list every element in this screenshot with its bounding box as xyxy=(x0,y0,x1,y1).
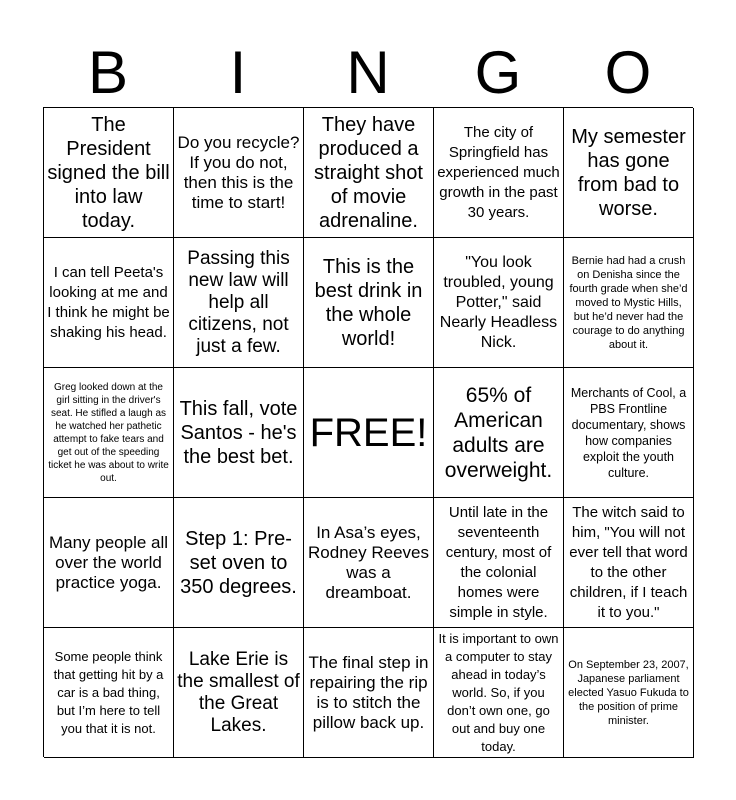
free-space: FREE! xyxy=(309,410,428,455)
cell-text: Lake Erie is the smallest of the Great Lakes. xyxy=(177,648,300,736)
cell-text: Step 1: Pre-set oven to 350 degrees. xyxy=(180,527,297,598)
bingo-cell-r4c3 xyxy=(304,498,434,628)
bingo-cell-r4c4 xyxy=(434,498,564,628)
bingo-cell-r3c4 xyxy=(434,368,564,498)
cell-text: Many people all over the world practice yoga. xyxy=(48,532,169,592)
bingo-cell-r2c3 xyxy=(304,238,434,368)
header-letter-n: N xyxy=(346,39,390,106)
cell-text: My semester has gone from bad to worse. xyxy=(571,125,686,220)
bingo-cell-r4c1 xyxy=(44,498,174,628)
bingo-cell-r1c5 xyxy=(564,108,694,238)
cell-text: On September 23, 2007, Japanese parliament elected Yasuo Fukuda to the position of prime minister. xyxy=(568,658,689,727)
bingo-cell-r5c2 xyxy=(174,628,304,758)
header-letter-b: B xyxy=(87,39,129,106)
bingo-cell-r3c5 xyxy=(564,368,694,498)
cell-text: The final step in repairing the rip is to stitch the pillow back up. xyxy=(308,652,429,732)
cell-text: Passing this new law will help all citizens, not just a few. xyxy=(187,247,290,357)
bingo-cell-r1c3 xyxy=(304,108,434,238)
bingo-cell-r1c1 xyxy=(44,108,174,238)
cell-text: This fall, vote Santos - he's the best bet. xyxy=(179,397,298,468)
cell-text: The President signed the bill into law today. xyxy=(47,113,170,232)
cell-text: Some people think that getting hit by a car is a bad thing, but I’m here to tell you that it is not. xyxy=(53,648,164,736)
cell-text: Greg looked down at the girl sitting in the driver's seat. He stifled a laugh as he watched her pathetic attempt to fake tears and get out of the speeding ticket he was about to write out. xyxy=(48,381,169,484)
cell-text: "You look troubled, young Potter," said Nearly Headless Nick. xyxy=(439,253,558,351)
bingo-cell-r3c3 xyxy=(304,368,434,498)
bingo-cell-r1c2 xyxy=(174,108,304,238)
bingo-cell-r4c5 xyxy=(564,498,694,628)
cell-text: They have produced a straight shot of movie adrenaline. xyxy=(314,113,423,232)
cell-text: Bernie had had a crush on Denisha since the fourth grade when she’d moved to Mystic Hills, but he’d never had the courage to do anything about it. xyxy=(569,254,688,351)
bingo-cell-r2c4 xyxy=(434,238,564,368)
bingo-cell-r5c1 xyxy=(44,628,174,758)
cell-text: I can tell Peeta's looking at me and I think he might be shaking his head. xyxy=(47,263,170,341)
header-letter-i: I xyxy=(229,39,247,106)
bingo-cell-r2c5 xyxy=(564,238,694,368)
cell-text: Do you recycle? If you do not, then this is the time to start! xyxy=(177,132,300,212)
bingo-cell-r2c2 xyxy=(174,238,304,368)
cell-text: It is important to own a computer to stay ahead in today’s world. So, if you don’t own one, go out and buy one today. xyxy=(438,630,559,754)
bingo-cell-r3c2 xyxy=(174,368,304,498)
bingo-cell-r3c1 xyxy=(44,368,174,498)
bingo-cell-r5c5 xyxy=(564,628,694,758)
cell-text: The city of Springfield has experienced much growth in the past 30 years. xyxy=(437,123,560,221)
cell-text: 65% of American adults are overweight. xyxy=(444,383,553,482)
cell-text: In Asa’s eyes, Rodney Reeves was a dreamboat. xyxy=(308,522,429,602)
header-letter-g: G xyxy=(474,39,522,106)
bingo-grid xyxy=(43,107,693,757)
cell-text: The witch said to him, "You will not ever tell that word to the other children, if I teach it to you." xyxy=(569,503,688,621)
bingo-cell-r5c4 xyxy=(434,628,564,758)
bingo-header xyxy=(43,40,693,106)
cell-text: Until late in the seventeenth century, most of the colonial homes were simple in style. xyxy=(445,503,552,621)
bingo-cell-r1c4 xyxy=(434,108,564,238)
bingo-cell-r4c2 xyxy=(174,498,304,628)
header-letter-o: O xyxy=(604,39,652,106)
cell-text: This is the best drink in the whole world! xyxy=(314,255,423,350)
cell-text: Merchants of Cool, a PBS Frontline documentary, shows how companies exploit the youth culture. xyxy=(570,385,687,480)
bingo-cell-r2c1 xyxy=(44,238,174,368)
bingo-cell-r5c3 xyxy=(304,628,434,758)
